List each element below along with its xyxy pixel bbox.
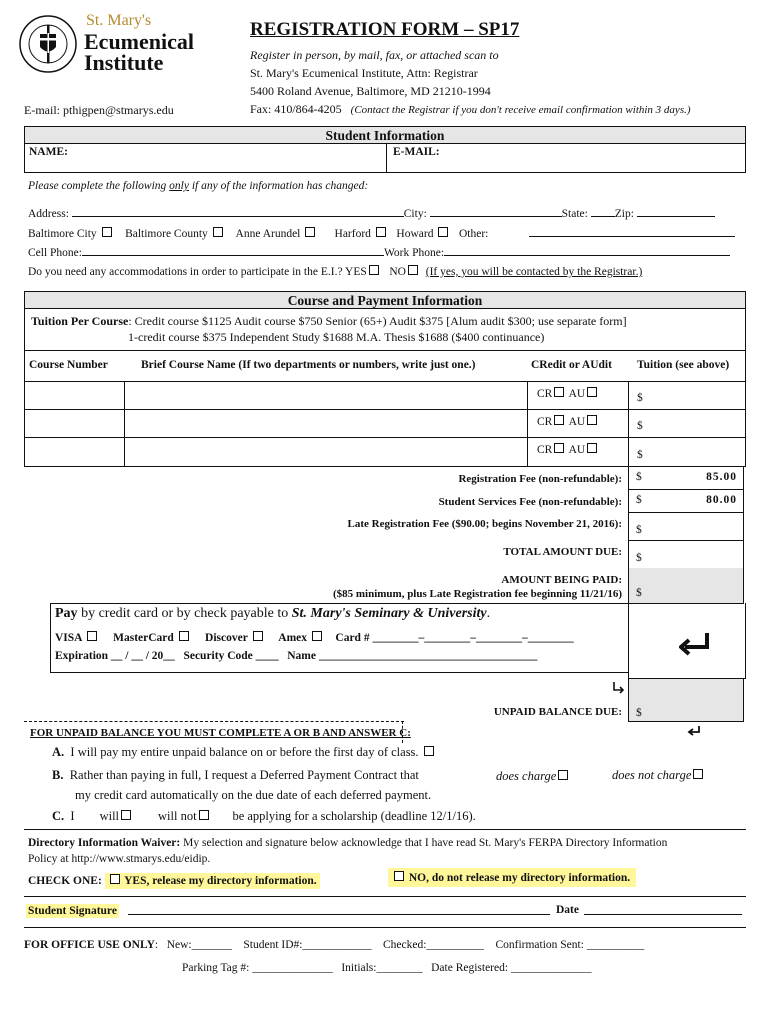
does-charge-label: does charge [496, 769, 557, 783]
office-parking[interactable]: Parking Tag #: ______________ [182, 962, 333, 974]
county-baltimore-county[interactable] [125, 228, 225, 240]
directory-yes-option[interactable] [105, 873, 320, 889]
payee: St. Mary's Seminary & University [291, 606, 487, 621]
does-not-charge-label: does not charge [612, 768, 692, 782]
dollar-sign: $ [636, 587, 642, 599]
cell-phone-label: Cell Phone: [28, 247, 82, 259]
county-label: Harford [334, 228, 371, 240]
date-input[interactable] [584, 903, 742, 915]
does-charge-checkbox[interactable] [558, 770, 568, 780]
table-row[interactable] [25, 437, 745, 466]
date-label: Date [556, 904, 579, 916]
pay-label: Pay [55, 606, 78, 621]
will-checkbox[interactable] [121, 810, 131, 820]
student-info-header: Student Information [24, 126, 746, 144]
tuition-box [24, 308, 746, 351]
logo [18, 14, 198, 76]
checkbox[interactable] [438, 227, 448, 237]
card-number-field[interactable]: Card # ________–________–________–________ [335, 632, 574, 644]
unpaid-heading: FOR UNPAID BALANCE YOU MUST COMPLETE A OR B AND ANSWER C: [30, 727, 411, 739]
office-use-label: FOR OFFICE USE ONLY [24, 939, 155, 951]
address-line-1: St. Mary's Ecumenical Institute, Attn: Registrar [250, 66, 478, 80]
option-a[interactable] [52, 745, 436, 760]
dollar-sign: $ [636, 471, 642, 483]
dollar-sign: $ [636, 524, 642, 536]
directory-no-label: NO, do not release my directory information. [408, 872, 631, 884]
cr-checkbox[interactable] [554, 415, 564, 425]
county-label: Anne Arundel [235, 228, 301, 240]
services-fee-cell [628, 489, 744, 513]
tuition-line-1: : Credit course $1125 Audit course $750 Senior (65+) Audit $375 [Alum audit $300; use separate form] [128, 314, 627, 328]
table-row[interactable] [25, 381, 745, 410]
instructions: Register in person, by mail, fax, or attached scan to [250, 48, 499, 62]
checkbox[interactable] [110, 874, 120, 884]
checkbox[interactable] [394, 871, 404, 881]
office-confirmation[interactable]: Confirmation Sent: __________ [495, 939, 645, 951]
option-b-does[interactable] [496, 769, 570, 784]
unpaid-balance-cell[interactable] [628, 678, 744, 722]
option-c [52, 809, 476, 824]
county-harford[interactable] [335, 228, 388, 240]
other-label: Other: [458, 228, 489, 240]
accommodation-yes-checkbox[interactable] [369, 265, 379, 275]
will-not-checkbox[interactable] [199, 810, 209, 820]
late-fee-label: Late Registration Fee ($90.00; begins November 21, 2016): [347, 518, 622, 530]
work-phone-label: Work Phone: [384, 247, 445, 259]
tuition-line-2: 1-credit course $375 Independent Study $1688 M.A. Thesis $1688 ($400 continuance) [128, 330, 545, 344]
logo-line-2: Ecumenical [84, 29, 194, 54]
tuition-label: Tuition Per Course [31, 314, 129, 328]
amount-paid-cell[interactable] [628, 568, 744, 604]
accommodation-no-checkbox[interactable] [408, 265, 418, 275]
other-input[interactable] [529, 225, 735, 237]
down-right-arrow-icon [611, 681, 625, 695]
au-checkbox[interactable] [587, 387, 597, 397]
directory-text-1: My selection and signature below acknowledge that I have read St. Mary's FERPA Directory Information [180, 837, 668, 849]
cr-label: CR [537, 416, 553, 428]
county-row [28, 225, 744, 240]
office-use-row-1: FOR OFFICE USE ONLY: New:_______ Student ID#:____________ Checked:__________ Confirmation Sent: __________ [24, 939, 645, 951]
county-label: Baltimore City [28, 228, 97, 240]
directory-text-2: Policy at http://www.stmarys.edu/eidip. [28, 853, 211, 865]
au-label: AU [568, 444, 586, 456]
checkbox[interactable] [179, 631, 189, 641]
security-code-field[interactable]: Security Code ____ [183, 650, 279, 662]
county-howard[interactable] [396, 228, 450, 240]
work-phone-input[interactable] [444, 244, 730, 256]
seal-icon [18, 14, 78, 74]
option-c-letter: C. [52, 809, 65, 823]
checkbox[interactable] [253, 631, 263, 641]
accommodation-question: Do you need any accommodations in order to participate in the E.I.? [28, 266, 343, 278]
expiration-field[interactable]: Expiration __ / __ / 20__ [55, 650, 175, 662]
total-due-cell[interactable] [628, 540, 744, 569]
card-mastercard[interactable] [113, 632, 191, 644]
form-title: REGISTRATION FORM – SP17 [250, 19, 520, 40]
directory-label: Directory Information Waiver: [28, 837, 181, 849]
return-arrow-icon [679, 631, 711, 657]
amount-paid-label-2: ($85 minimum, plus Late Registration fee beginning 11/21/16) [332, 588, 622, 600]
registration-fee-label: Registration Fee (non-refundable): [458, 473, 622, 485]
check-one-label: CHECK ONE: [28, 875, 102, 887]
contact-email: E-mail: pthigpen@stmarys.edu [24, 103, 174, 117]
pay-text: by credit card or by check payable to [77, 606, 292, 621]
card-label: VISA [55, 632, 82, 644]
accommodation-row [28, 265, 642, 278]
does-not-charge-checkbox[interactable] [693, 769, 703, 779]
directory-yes-label: YES, release my directory information. [124, 875, 317, 887]
cell-phone-input[interactable] [82, 244, 384, 256]
county-label: Howard [396, 228, 434, 240]
registration-fee-amount: 85.00 [706, 471, 737, 483]
course-table [24, 350, 746, 467]
cardholder-name-field[interactable]: Name ______________________________________ [287, 650, 538, 662]
logo-line-1: St. Mary's [86, 12, 152, 29]
checkbox[interactable] [376, 227, 386, 237]
office-use-row-2 [182, 962, 591, 974]
col-tuition: Tuition (see above) [637, 359, 730, 371]
option-b-text-2: my credit card automatically on the due date of each deferred payment. [75, 788, 432, 802]
will-label: will [99, 809, 120, 823]
au-checkbox[interactable] [587, 415, 597, 425]
option-c-i: I [70, 809, 75, 823]
email-label: E-MAIL: [393, 146, 440, 158]
option-a-checkbox[interactable] [424, 746, 434, 756]
checkbox[interactable] [312, 631, 322, 641]
return-arrow-small-icon [687, 725, 701, 737]
dollar-sign: $ [636, 552, 642, 564]
option-a-letter: A. [52, 745, 65, 759]
cr-checkbox[interactable] [554, 443, 564, 453]
amount-paid-label [333, 573, 622, 601]
zip-label: Zip: [614, 208, 634, 220]
credit-audit-choice [537, 443, 599, 456]
option-b-text-1: Rather than paying in full, I request a Deferred Payment Contract that [69, 768, 419, 782]
card-label: Discover [205, 632, 248, 644]
change-note-only: only [169, 180, 189, 192]
county-label: Baltimore County [125, 228, 208, 240]
directory-no-option[interactable] [388, 868, 636, 887]
fax-note: (Contact the Registrar if you don't receive email confirmation within 3 days.) [350, 104, 691, 116]
col-credit-audit: CRedit or AUdit [531, 359, 612, 371]
address-label: Address: [28, 208, 69, 220]
signature-row [24, 896, 746, 928]
option-b-letter: B. [52, 768, 64, 782]
option-c-will[interactable] [100, 809, 133, 823]
zip-input[interactable] [637, 205, 715, 217]
office-student-id[interactable]: Student ID#:____________ [243, 939, 372, 951]
county-anne-arundel[interactable] [236, 228, 318, 240]
office-initials[interactable]: Initials:________ [341, 962, 423, 974]
au-label: AU [568, 416, 586, 428]
unpaid-balance-label: UNPAID BALANCE DUE: [493, 706, 622, 718]
option-b[interactable] [52, 768, 419, 783]
card-amex[interactable] [278, 632, 324, 644]
col-course-number: Course Number [29, 359, 108, 371]
address-line-2: 5400 Roland Avenue, Baltimore, MD 21210-1994 [250, 84, 491, 98]
tuition-dollar: $ [637, 449, 643, 461]
state-label: State: [561, 208, 588, 220]
au-checkbox[interactable] [587, 443, 597, 453]
dollar-sign: $ [636, 707, 642, 719]
services-fee-amount: 80.00 [706, 494, 737, 506]
logo-line-3: Institute [84, 50, 164, 75]
total-due-label: TOTAL AMOUNT DUE: [503, 546, 622, 558]
amount-paid-label-1: AMOUNT BEING PAID: [501, 574, 622, 586]
credit-audit-choice [537, 387, 599, 400]
email-field[interactable] [386, 143, 746, 173]
signature-input[interactable] [128, 903, 550, 915]
cr-label: CR [537, 444, 553, 456]
registration-fee-cell [628, 466, 744, 490]
credit-audit-choice [537, 415, 599, 428]
fax-line [250, 102, 691, 117]
directory-waiver-box [24, 829, 746, 894]
cr-checkbox[interactable] [554, 387, 564, 397]
address-input[interactable] [72, 205, 404, 217]
table-header-row [25, 351, 745, 382]
change-note-pre: Please complete the following [28, 180, 170, 192]
city-input[interactable] [430, 205, 562, 217]
table-row[interactable] [25, 409, 745, 438]
office-new[interactable]: New:_______ [166, 939, 232, 951]
fax-number: Fax: 410/864-4205 [250, 102, 342, 116]
signature-label: Student Signature [28, 905, 117, 917]
card-arrow-cell [628, 603, 746, 679]
change-note [28, 180, 368, 192]
tuition-dollar: $ [637, 392, 643, 404]
card-label: MasterCard [113, 632, 174, 644]
late-fee-cell[interactable] [628, 512, 744, 541]
accommodation-yes-label: YES [345, 266, 367, 278]
option-c-will-not[interactable] [158, 809, 211, 823]
credit-card-box: Pay by credit card or by check payable to St. Mary's Seminary & University. VISA MasterCard Discover Amex Card # ________–________–________–________ Expiration __ / __ / 20__ Security Code ____ Name ______________________________________ [50, 603, 628, 673]
au-label: AU [568, 388, 586, 400]
name-field[interactable] [24, 143, 387, 173]
option-b-does-not[interactable] [612, 768, 705, 783]
card-visa[interactable] [55, 632, 99, 644]
name-label: NAME: [29, 146, 68, 158]
option-a-text: I will pay my entire unpaid balance on or before the first day of class. [70, 745, 419, 759]
accommodation-note: (If yes, you will be contacted by the Registrar.) [425, 266, 643, 278]
card-discover[interactable] [205, 632, 264, 644]
address-row [28, 205, 744, 220]
cr-label: CR [537, 388, 553, 400]
checkbox[interactable] [87, 631, 97, 641]
dollar-sign: $ [636, 494, 642, 506]
checkbox[interactable] [305, 227, 315, 237]
col-course-name: Brief Course Name (If two departments or numbers, write just one.) [141, 359, 476, 371]
tuition-dollar: $ [637, 420, 643, 432]
option-c-text: be applying for a scholarship (deadline 12/1/16). [232, 809, 476, 823]
accommodation-no-label: NO [389, 266, 406, 278]
checkbox[interactable] [213, 227, 223, 237]
card-label: Amex [278, 632, 308, 644]
services-fee-label: Student Services Fee (non-refundable): [438, 496, 622, 508]
office-checked[interactable]: Checked:__________ [383, 939, 484, 951]
change-note-post: if any of the information has changed: [188, 180, 369, 192]
phone-row [28, 244, 744, 259]
county-baltimore-city[interactable] [28, 228, 114, 240]
course-payment-header: Course and Payment Information [24, 291, 746, 309]
office-date-registered[interactable]: Date Registered: ______________ [431, 962, 592, 974]
city-label: City: [403, 208, 427, 220]
checkbox[interactable] [102, 227, 112, 237]
state-input[interactable] [591, 205, 615, 217]
will-not-label: will not [158, 809, 197, 823]
